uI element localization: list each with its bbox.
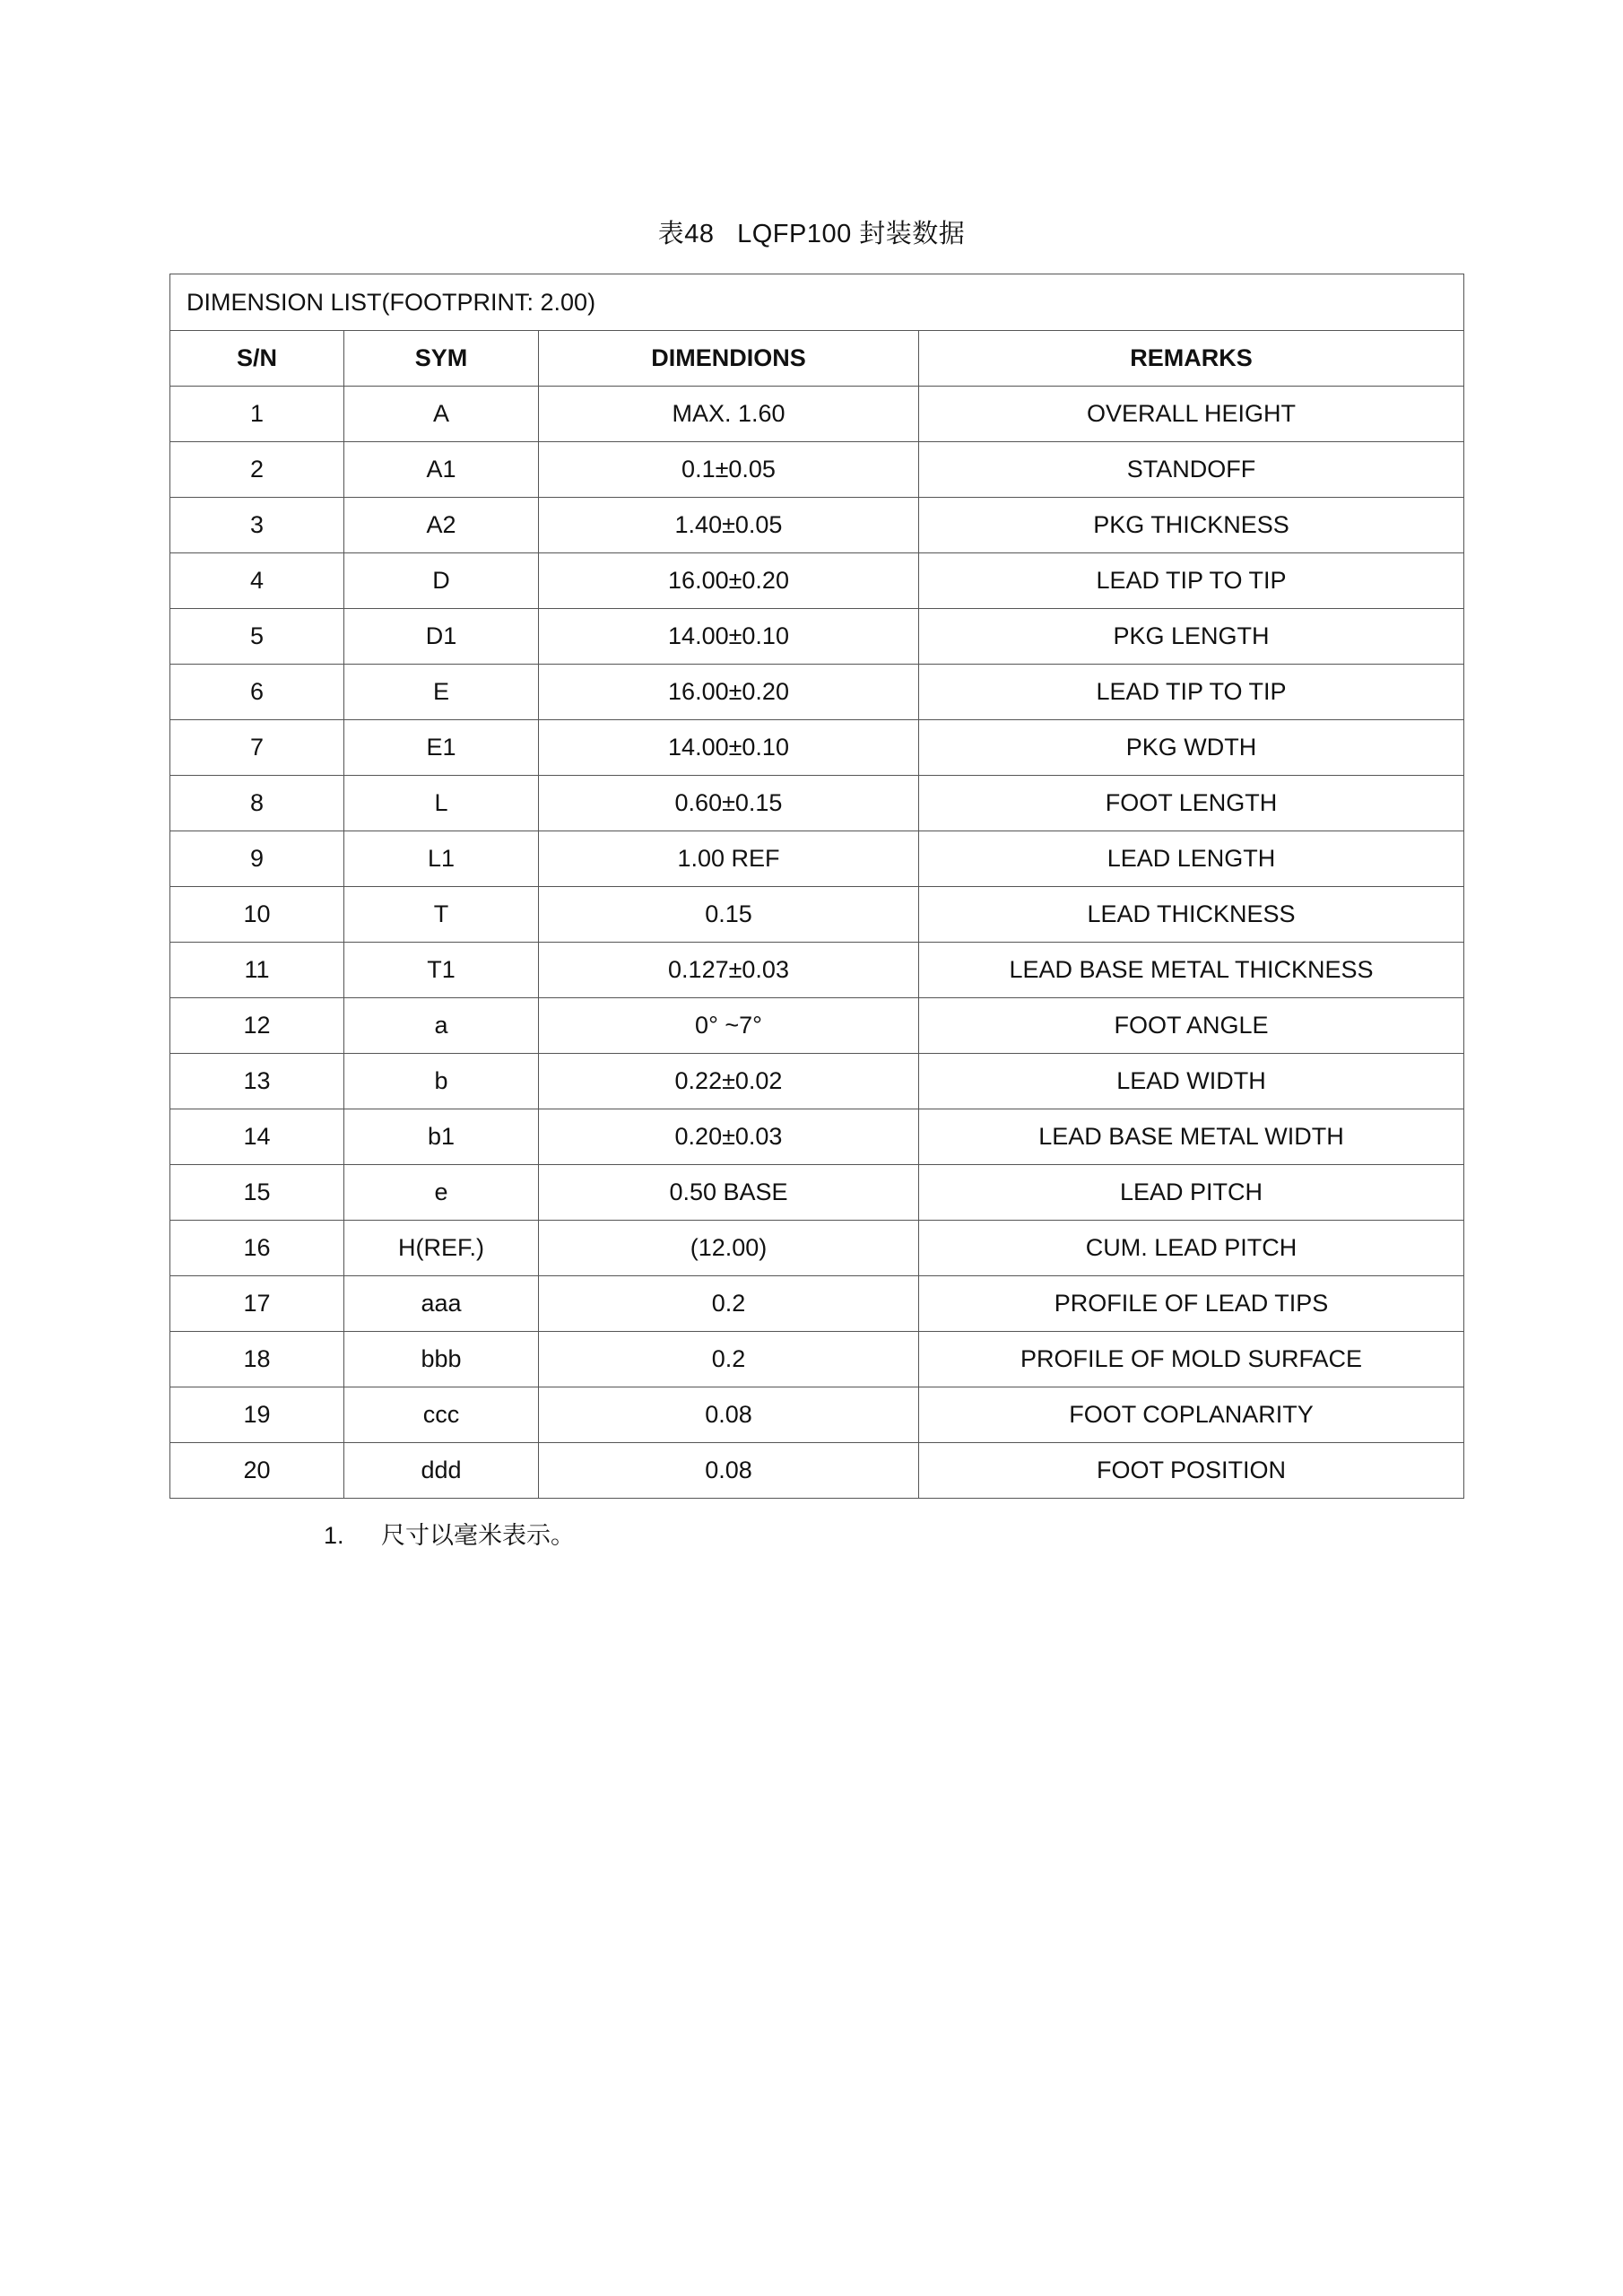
cell-dimension: 16.00±0.20 — [539, 553, 919, 609]
cell-remark: PKG WDTH — [919, 720, 1464, 776]
cell-dimension: 0.1±0.05 — [539, 442, 919, 498]
cell-remark: FOOT LENGTH — [919, 776, 1464, 831]
header-dimensions: DIMENDIONS — [539, 331, 919, 387]
cell-remark: PKG LENGTH — [919, 609, 1464, 665]
cell-sym: A2 — [344, 498, 539, 553]
cell-remark: FOOT COPLANARITY — [919, 1387, 1464, 1443]
cell-dimension: MAX. 1.60 — [539, 387, 919, 442]
cell-remark: LEAD BASE METAL WIDTH — [919, 1109, 1464, 1165]
cell-sym: E1 — [344, 720, 539, 776]
cell-dimension: 0.2 — [539, 1276, 919, 1332]
cell-sym: A1 — [344, 442, 539, 498]
table-row — [170, 998, 1464, 1054]
cell-sn: 14 — [170, 1109, 344, 1165]
cell-dimension: 0.08 — [539, 1443, 919, 1499]
cell-remark: PROFILE OF LEAD TIPS — [919, 1276, 1464, 1332]
cell-sym: ccc — [344, 1387, 539, 1443]
header-row — [170, 331, 1464, 387]
cell-sn: 15 — [170, 1165, 344, 1221]
cell-sn: 20 — [170, 1443, 344, 1499]
cell-sym: aaa — [344, 1276, 539, 1332]
cell-sn: 4 — [170, 553, 344, 609]
cell-sym: ddd — [344, 1443, 539, 1499]
cell-dimension: 1.40±0.05 — [539, 498, 919, 553]
cell-sym: E — [344, 665, 539, 720]
table-row — [170, 1165, 1464, 1221]
cell-dimension: 0.127±0.03 — [539, 943, 919, 998]
cell-remark: FOOT ANGLE — [919, 998, 1464, 1054]
cell-dimension: 14.00±0.10 — [539, 609, 919, 665]
cell-dimension: 0° ~7° — [539, 998, 919, 1054]
cell-sym: e — [344, 1165, 539, 1221]
cell-sn: 7 — [170, 720, 344, 776]
cell-remark: LEAD PITCH — [919, 1165, 1464, 1221]
table-caption: 表48 LQFP100 封装数据 — [657, 220, 966, 248]
cell-remark: OVERALL HEIGHT — [919, 387, 1464, 442]
table-row — [170, 943, 1464, 998]
table-row — [170, 1443, 1464, 1499]
cell-sn: 1 — [170, 387, 344, 442]
cell-sn: 10 — [170, 887, 344, 943]
cell-dimension: 0.2 — [539, 1332, 919, 1387]
table-body — [170, 387, 1464, 1499]
cell-remark: PKG THICKNESS — [919, 498, 1464, 553]
cell-sym: T1 — [344, 943, 539, 998]
cell-remark: LEAD BASE METAL THICKNESS — [919, 943, 1464, 998]
table-row — [170, 665, 1464, 720]
cell-sym: D — [344, 553, 539, 609]
table-row — [170, 1109, 1464, 1165]
cell-sn: 17 — [170, 1276, 344, 1332]
cell-sym: b — [344, 1054, 539, 1109]
cell-remark: LEAD LENGTH — [919, 831, 1464, 887]
cell-dimension: 0.50 BASE — [539, 1165, 919, 1221]
cell-sym: L1 — [344, 831, 539, 887]
cell-sym: bbb — [344, 1332, 539, 1387]
footnote — [324, 1516, 575, 1551]
list-title-row — [170, 274, 1464, 331]
cell-sn: 16 — [170, 1221, 344, 1276]
cell-sn: 13 — [170, 1054, 344, 1109]
header-sym: SYM — [344, 331, 539, 387]
cell-sn: 18 — [170, 1332, 344, 1387]
cell-sn: 5 — [170, 609, 344, 665]
table-row — [170, 1332, 1464, 1387]
cell-dimension: (12.00) — [539, 1221, 919, 1276]
cell-remark: LEAD TIP TO TIP — [919, 665, 1464, 720]
cell-dimension: 0.22±0.02 — [539, 1054, 919, 1109]
dimension-table — [169, 274, 1464, 1499]
cell-remark: CUM. LEAD PITCH — [919, 1221, 1464, 1276]
cell-sn: 11 — [170, 943, 344, 998]
header-remarks: REMARKS — [919, 331, 1464, 387]
cell-sym: H(REF.) — [344, 1221, 539, 1276]
footnote-text: 尺寸以毫米表示。 — [381, 1522, 575, 1549]
cell-sym: T — [344, 887, 539, 943]
footnote-number: 1. — [324, 1522, 344, 1549]
cell-sym: A — [344, 387, 539, 442]
dimension-list-title: DIMENSION LIST(FOOTPRINT: 2.00) — [170, 274, 1464, 331]
cell-sn: 19 — [170, 1387, 344, 1443]
table-row — [170, 776, 1464, 831]
cell-dimension: 16.00±0.20 — [539, 665, 919, 720]
cell-sn: 12 — [170, 998, 344, 1054]
header-sn: S/N — [170, 331, 344, 387]
table-row — [170, 553, 1464, 609]
table-row — [170, 387, 1464, 442]
table-row — [170, 609, 1464, 665]
cell-remark: LEAD THICKNESS — [919, 887, 1464, 943]
cell-dimension: 0.20±0.03 — [539, 1109, 919, 1165]
table-row — [170, 831, 1464, 887]
cell-dimension: 0.15 — [539, 887, 919, 943]
cell-remark: FOOT POSITION — [919, 1443, 1464, 1499]
table-row — [170, 1221, 1464, 1276]
cell-dimension: 0.60±0.15 — [539, 776, 919, 831]
cell-dimension: 0.08 — [539, 1387, 919, 1443]
cell-dimension: 1.00 REF — [539, 831, 919, 887]
table-row — [170, 887, 1464, 943]
cell-remark: PROFILE OF MOLD SURFACE — [919, 1332, 1464, 1387]
cell-sn: 6 — [170, 665, 344, 720]
cell-remark: STANDOFF — [919, 442, 1464, 498]
cell-sym: b1 — [344, 1109, 539, 1165]
table-row — [170, 1276, 1464, 1332]
table-row — [170, 1054, 1464, 1109]
cell-remark: LEAD WIDTH — [919, 1054, 1464, 1109]
cell-sn: 2 — [170, 442, 344, 498]
table-row — [170, 1387, 1464, 1443]
cell-sym: L — [344, 776, 539, 831]
cell-sn: 8 — [170, 776, 344, 831]
table-row — [170, 442, 1464, 498]
cell-sn: 9 — [170, 831, 344, 887]
cell-sn: 3 — [170, 498, 344, 553]
cell-remark: LEAD TIP TO TIP — [919, 553, 1464, 609]
table-row — [170, 720, 1464, 776]
cell-sym: D1 — [344, 609, 539, 665]
cell-sym: a — [344, 998, 539, 1054]
table-row — [170, 498, 1464, 553]
cell-dimension: 14.00±0.10 — [539, 720, 919, 776]
